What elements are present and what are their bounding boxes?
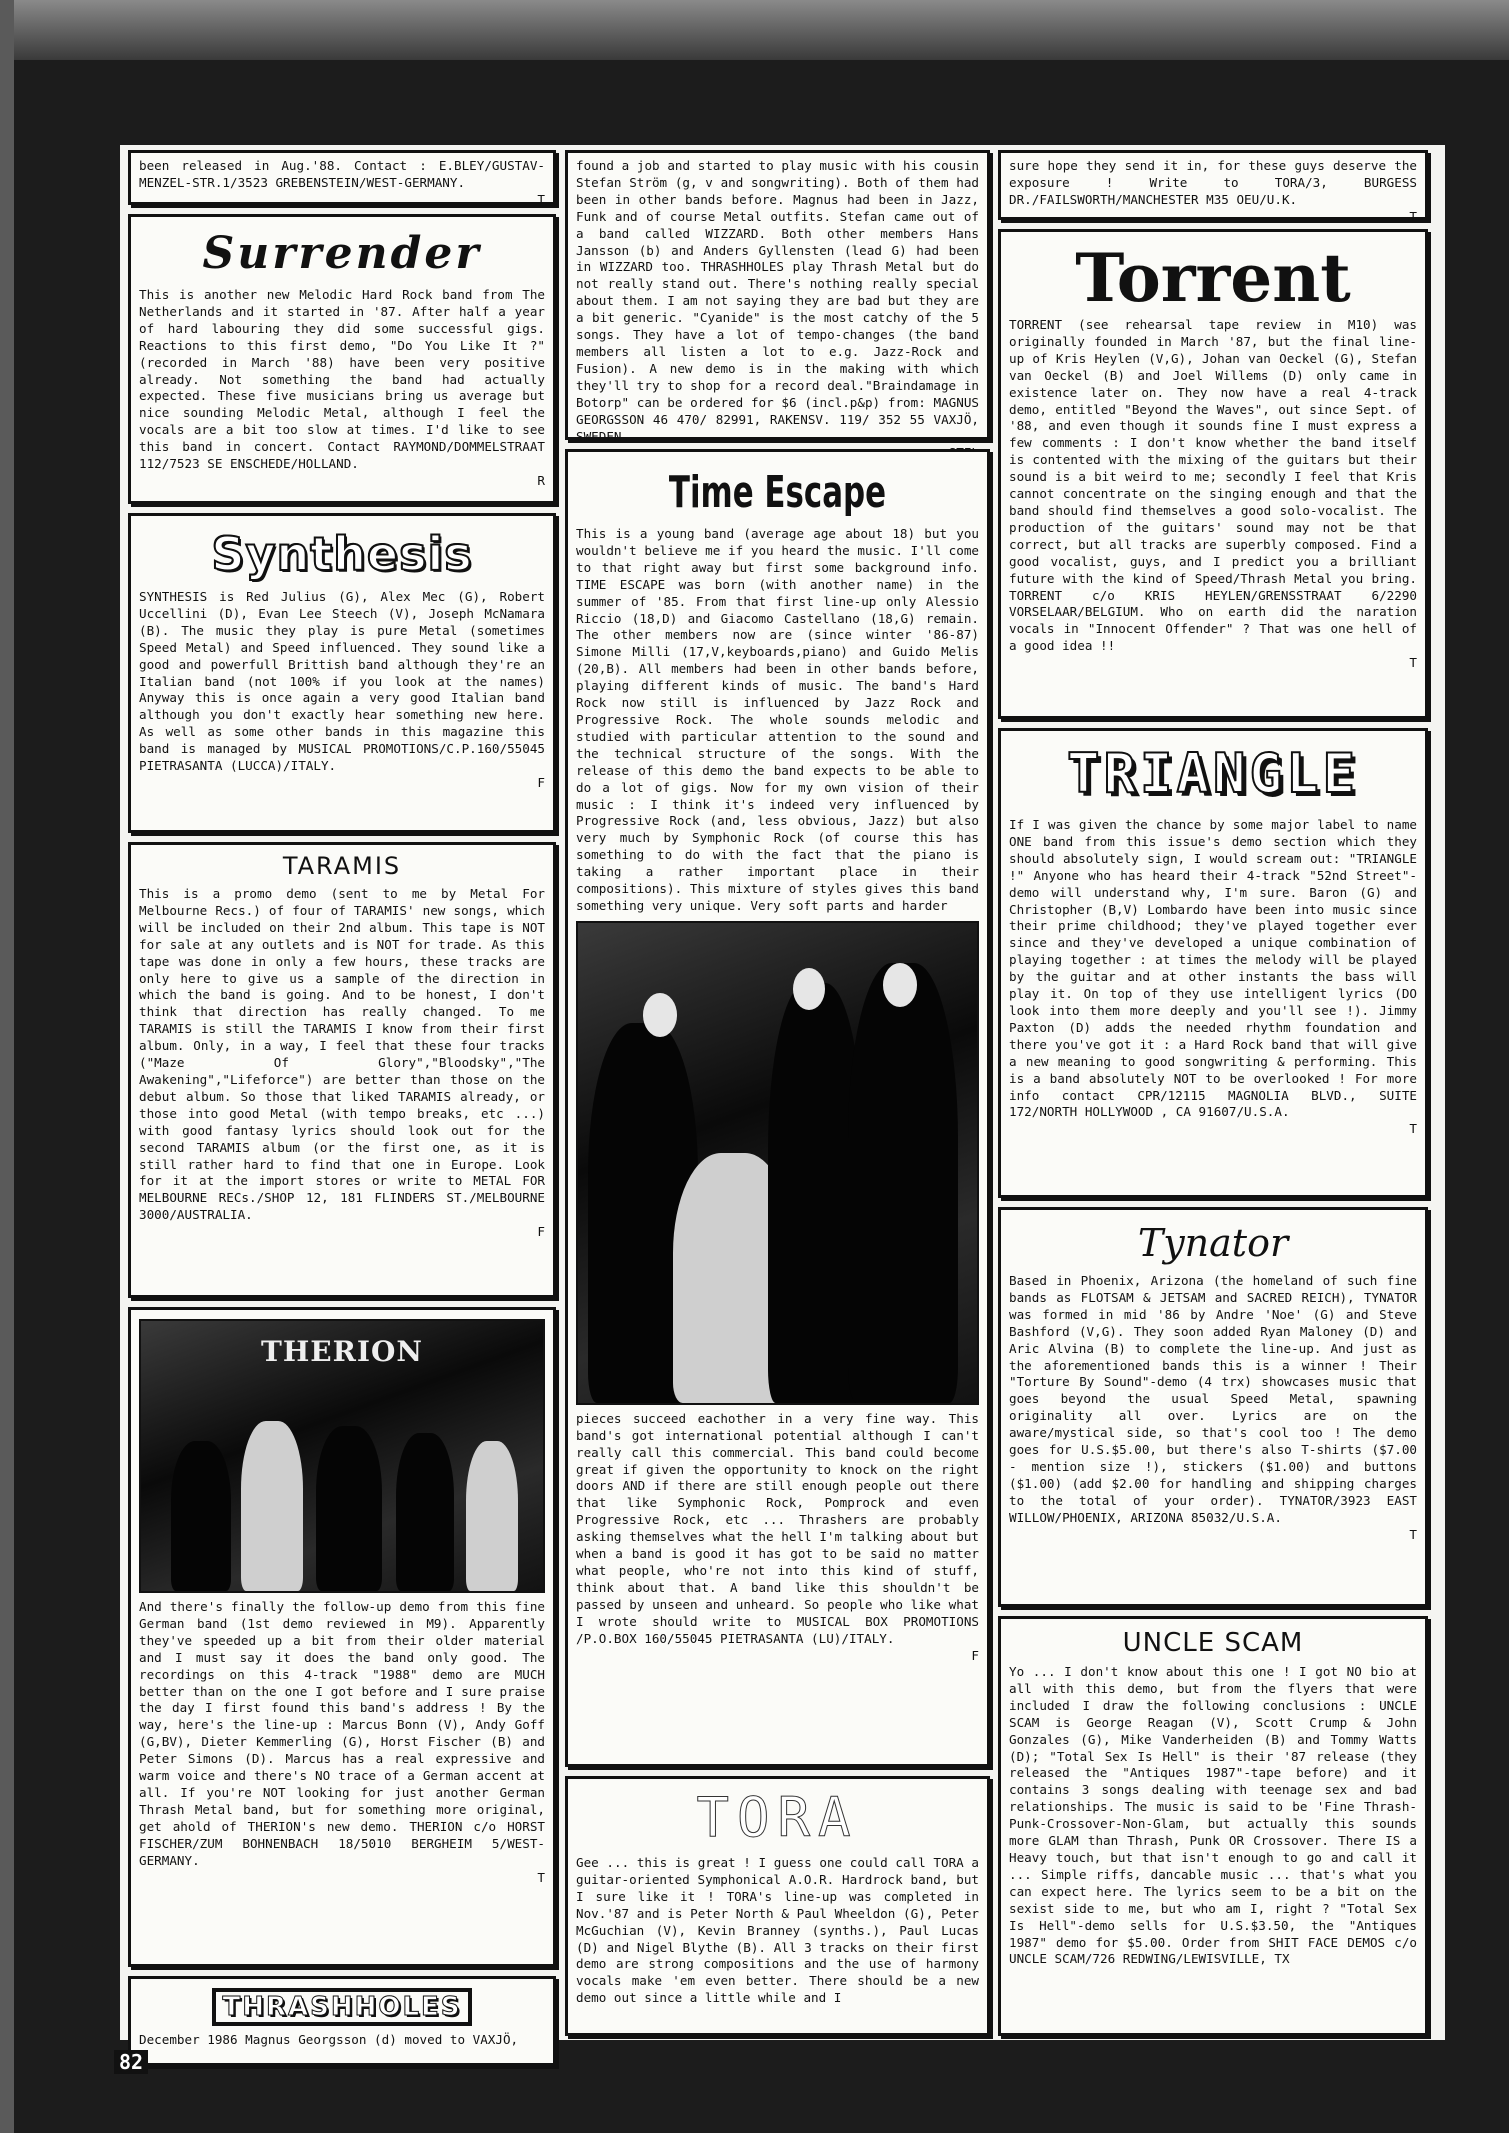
band-logo-torrent: Torrent (1075, 239, 1351, 317)
band-logo-tora: TORA (696, 1786, 859, 1849)
review-intro-continued (128, 150, 556, 205)
page-number: 82 (114, 2050, 148, 2074)
review-therion (128, 1307, 556, 1967)
review-text: pieces succeed eachother in a very fine way. This band's got international potential although I can't really call this commercial. This band could become great if given the opportunity to knock on the right doors AND if there are still enough people out there that like Symphonic Rock, Pomprock and even Progressive Rock, etc ... Thrashers are probably asking themselves what the hell I'm talking about but when a band is good it has got to be said no matter what people, who're not into this kind of stuff, think about that. A band like this shouldn't be passed by unseen and unheard. So people who like what I wrote should write to MUSICAL BOX PROMOTIONS /P.O.BOX 160/55045 PIETRASANTA (LU)/ITALY. (576, 1410, 979, 1646)
review-tora-continued (998, 150, 1428, 224)
band-logo-triangle: TRIANGLE (1066, 742, 1360, 805)
review-text: This is a young band (average age about 18) but you wouldn't believe me if you heard the music. I'll come to that right away but first some background info. TIME ESCAPE was born (with another name) in the summer of '85. From that first line-up only Alessio Riccio (18,D) and Giacomo Castellano (18,G) remain. The other members now are (since winter '86-87) Simone Milli (17,V,keyboards,piano) and Guido Melis (20,B). All members had been in other bands before, playing different kinds of music. The band's Hard Rock now still is influenced by Jazz Rock and Progressive Rock. The whole sounds melodic and studied with particular attention to the sound and the technical structure of the songs. With the release of this demo the band expects to be able to do a lot of gigs. Now for my own vision of their music : I think it's indeed very influenced by Progressive Rock (and, less obvious, Jazz) but also very much by Symphonic Rock (of course this has something to do with the fact that the piano is taking a rather important place in their compositions). This mixture of styles gives this band something very unique. Very soft parts and harder (576, 526, 979, 913)
photo-figure (466, 1441, 518, 1591)
photo-figure (171, 1441, 231, 1591)
review-thrashholes-continued (565, 150, 990, 444)
review-torrent (998, 229, 1428, 719)
review-text: This is a promo demo (sent to me by Metal For Melbourne Recs.) of four of TARAMIS' new songs, which will be included on their 2nd album. This tape is NOT for sale at any outlets and is NOT for trade. As this tape was done in only a few hours, these tracks are only here to give us a sample of the direction in which the band is going. And to be honest, I don't think that direction has really changed. To me TARAMIS is still the TARAMIS I know from their first album. Only, in a way, I feel that these four tracks ("Maze Of Glory","Bloodsky","The Awakening","Lifeforce") are better than those on the debut album. So those that liked TARAMIS already, or those into good Metal (with tempo breaks, etc ...) with good fantasy lyrics should look out for the second TARAMIS album (or the first one, as it is still rather hard to find that one in Europe. Look for it at the import stores or write to METAL FOR MELBOURNE RECs./SHOP 12, 181 FLINDERS ST./MELBOURNE 3000/AUSTRALIA. (139, 886, 545, 1223)
reviewer-initial: T (537, 1869, 545, 1885)
band-photo-therion (139, 1319, 545, 1593)
reviewer-initial: F (537, 774, 545, 790)
scanner-edge-left (0, 0, 14, 2133)
band-photo-time-escape (576, 921, 979, 1405)
band-logo-time-escape: Time Escape (668, 467, 887, 518)
review-text: If I was given the chance by some major label to name ONE band from this issue's demo section which they should absolutely sign, I would scream out: "TRIANGLE !" Anyone who has heard their 4-track "52nd Street"-demo will understand why, I'm sure. Baron (G) and Christopher (B,V) Lombardo have been into music since their prime childhood; they've played together ever since and they've developed a unique combination of playing together : at times the melody will be played by the guitar and at other instants the bass will play it. On top of they use intelligent lyrics (DO look into them more deeply and you'll see !). Jimmy Paxton (D) adds the needed rhythm foundation and there you've got it : a Hard Rock band that will give a new meaning to good songwriting & performing. This is a band absolutely NOT to be overlooked ! For more info contact CPR/12115 MAGNOLIA BLVD., SUITE 172/NORTH HOLLYWOOD , CA 91607/U.S.A. (1009, 817, 1417, 1120)
column-left (128, 150, 556, 2075)
review-text: TORRENT (see rehearsal tape review in M10) was originally founded in March '87, but the final line-up of Kris Heylen (V,G), Johan van Oeckel (G), Stefan van Oeckel (B) and Joel Willems (D) only came in existence later on. They now have a real 4-track demo, entitled "Beyond the Waves", out since Sept. of '88, and even though it sounds fine I must express a few comments : I don't know whether the band itself is contented with the mixing of the guitars but their sound is a bit weird to me; secondly I feel that Kris cannot concentrate on the singing enough and that the band should find themselves a good solo-vocalist. The production of the guitars' sound may not be that correct, but all tracks are superbly composed. Find a good vocalist, guys, and I predict you a brilliant future with the kind of Speed/Thrash Metal you bring. TORRENT c/o KRIS HEYLEN/GRENSSTRAAT 6/2290 VORSELAAR/BELGIUM. Who on earth did the naration vocals in "Innocent Offender" ? That was one hell of a good idea !! (1009, 317, 1417, 654)
review-text: Yo ... I don't know about this one ! I got NO bio at all with this demo, but from the flyers that were included I draw the following conclusions : UNCLE SCAM is George Reagan (V), Scott Crump & John Gonzales (G), Mike Vanderheiden (B) and Tommy Watts (D); "Total Sex Is Hell" is their '87 release (they released the "Antiques 1987"-tape before) and it contains 3 songs dealing with teenage sex and bad relationships. The music is said to be 'Fine Thrash-Punk-Crossover-Non-Glam, but actually this sounds more GLAM than Thrash, Punk OR Crossover. There IS a Heavy touch, but that isn't enough to go and call it ... Simple riffs, dancable music ... that's what you can expect here. The lyrics seem to be a bit on the sexist side to me, but who am I, right ? "Total Sex Is Hell"-demo sells for U.S.$3.50, the "Antiques 1987" demo for $5.00. Order from SHIT FACE DEMOS c/o UNCLE SCAM/726 REDWING/LEWISVILLE, TX (1009, 1664, 1417, 1967)
review-text: been released in Aug.'88. Contact : E.BLEY/GUSTAV-MENZEL-STR.1/3523 GREBENSTEIN/WEST-GERMANY. (139, 158, 545, 190)
photo-figure (396, 1433, 454, 1591)
band-logo-synthesis: Synthesis (211, 527, 473, 581)
review-text: December 1986 Magnus Georgsson (d) moved to VAXJÖ, (139, 2032, 519, 2047)
review-text: SYNTHESIS is Red Julius (G), Alex Mec (G), Robert Uccellini (D), Evan Lee Steech (V), Joseph McNamara (B). The music they play is pure Metal (sometimes Speed Metal) and Speed influenced. They sound like a good and powerfull Brittish band although they're an Italian band (not 100% if you look at the names) Anyway this is once again a very good Italian band although you don't exactly hear something new here. As well as some other bands in this magazine this band is managed by MUSICAL PROMOTIONS/C.P.160/55045 PIETRASANTA (LUCCA)/ITALY. (139, 589, 545, 774)
reviewer-initial: F (971, 1647, 979, 1663)
photo-caption: THERION (261, 1335, 423, 1368)
review-time-escape (565, 449, 990, 1767)
column-middle (565, 150, 990, 2045)
band-logo-tynator: Tynator (1137, 1221, 1289, 1265)
review-tora (565, 1776, 990, 2036)
photo-figure (316, 1426, 382, 1591)
review-synthesis (128, 513, 556, 833)
band-logo-surrender: Surrender (202, 228, 482, 279)
reviewer-initial: F (537, 1224, 545, 1240)
photo-face (883, 963, 917, 1007)
photo-figure (241, 1421, 303, 1591)
reviewer-initial: T (1409, 1121, 1417, 1137)
band-logo-thrashholes: THRASHHOLES (212, 1988, 471, 2026)
band-logo-uncle-scam: UNCLE SCAM (1122, 1628, 1304, 1658)
review-text: found a job and started to play music with his cousin Stefan Ström (g, v and songwriting). Both of them had been in other bands before. Magnus had been in Jazz, Funk and of course Metal outfits. Stefan came out of a band called WIZZARD. Both other members Hans Jansson (b) and Anders Gyllensten (lead G) had been in WIZZARD too. THRASHHOLES play Thrash Metal but do not really stand out. There's nothing really special about them. I am not saying they are bad but they are a bit generic. "Cyanide" is the most catchy of the 5 songs. They have a lot of tempo-changes (the band members all listen a lot to e.g. Jazz-Rock and Fusion). A new demo is in the making with which they'll try to shop for a record deal."Braindamage in Botorp" can be ordered for $6 (incl.p&p) from: MAGNUS GEORGSSON 46 470/ 82991, RAKENSV. 119/ 352 55 VAXJÖ, SWEDEN. (576, 158, 979, 444)
review-text: And there's finally the follow-up demo from this fine German band (1st demo reviewed in M9). Apparently they've speeded up a bit from their older material and I must say it does the band only good. The recordings on this 4-track "1988" demo are MUCH better than on the one I got before and I sure praise the day I first found this band's address ! By the way, here's the line-up : Marcus Bonn (V), Andy Goff (G,BV), Dieter Kemmerling (G), Horst Fischer (B) and Peter Simons (D). Marcus has a real expressive and warm voice and there's NO trace of a German accent at all. If you're NOT looking for just another German Thrash Metal band, but for something more original, get ahold of THERION's new demo. THERION c/o HORST FISCHER/ZUM BOHNENBACH 18/5010 BERGHEIM 5/WEST-GERMANY. (139, 1599, 545, 1868)
reviewer-initial: R (537, 472, 545, 488)
review-surrender (128, 214, 556, 504)
scanner-edge-top (0, 0, 1509, 60)
review-tynator (998, 1207, 1428, 1607)
review-uncle-scam (998, 1616, 1428, 2036)
reviewer-initial: T (1409, 655, 1417, 671)
review-text: Based in Phoenix, Arizona (the homeland of such fine bands as FLOTSAM & JETSAM and SACRED REICH), TYNATOR was formed in mid '86 by Andre 'Noe' (G) and Steve Bashford (V,G). They soon added Ryan Maloney (D) and Aric Alvina (B) to complete the line-up. And just as the aforementioned bands this is a winner ! Their "Torture By Sound"-demo (4 trx) showcases music that goes beyond the usual Speed Metal, spawning originality all over. Lyrics are on the aware/mystical side, so that's cool too ! The demo goes for U.S.$5.00, but there's also T-shirts ($7.00 - mention size !), stickers ($1.00) and buttons ($1.00) (add $2.00 for handling and shipping charges to the total of your order). TYNATOR/3923 EAST WILLOW/PHOENIX, ARIZONA 85032/U.S.A. (1009, 1273, 1417, 1525)
band-logo-taramis: TARAMIS (282, 852, 402, 880)
photo-figure (848, 963, 958, 1403)
review-triangle (998, 728, 1428, 1198)
review-text: sure hope they send it in, for these guys deserve the exposure ! Write to TORA/3, BURGESS DR./FAILSWORTH/MANCHESTER M35 OEU/U.K. (1009, 158, 1417, 207)
review-text: This is another new Melodic Hard Rock band from The Netherlands and it started in '87. After half a year of hard labouring they did some successful gigs. Reactions to this first demo, "Do You Like It ?"(recorded in March '88) have been very positive already. Not something the band had actually expected. These five musicians bring us average but nice sounding Melodic Metal, although I feel the vocals are a bit too slow at times. I'd like to see this band in concert. Contact RAYMOND/DOMMELSTRAAT 112/7523 SE ENSCHEDE/HOLLAND. (139, 287, 545, 472)
column-right (998, 150, 1428, 2045)
photo-face (793, 968, 825, 1010)
photo-face (643, 993, 677, 1037)
review-taramis (128, 842, 556, 1298)
review-thrashholes (128, 1976, 556, 2066)
reviewer-initial: T (1409, 1526, 1417, 1542)
reviewer-initial: T (1409, 208, 1417, 224)
reviewer-initial: T (537, 191, 545, 207)
review-text: Gee ... this is great ! I guess one could call TORA a guitar-oriented Symphonical A.O.R. Hardrock band, but I sure like it ! TORA's line-up was completed in Nov.'87 and is Peter North & Paul Wheeldon (G), Peter McGuchian (V), Kevin Branney (synths.), Paul Lucas (D) and Nigel Blythe (B). All 3 tracks on their first demo are strong compositions and the use of harmony vocals make 'em even better. There should be a new demo out since a little while and I (576, 1855, 979, 2006)
